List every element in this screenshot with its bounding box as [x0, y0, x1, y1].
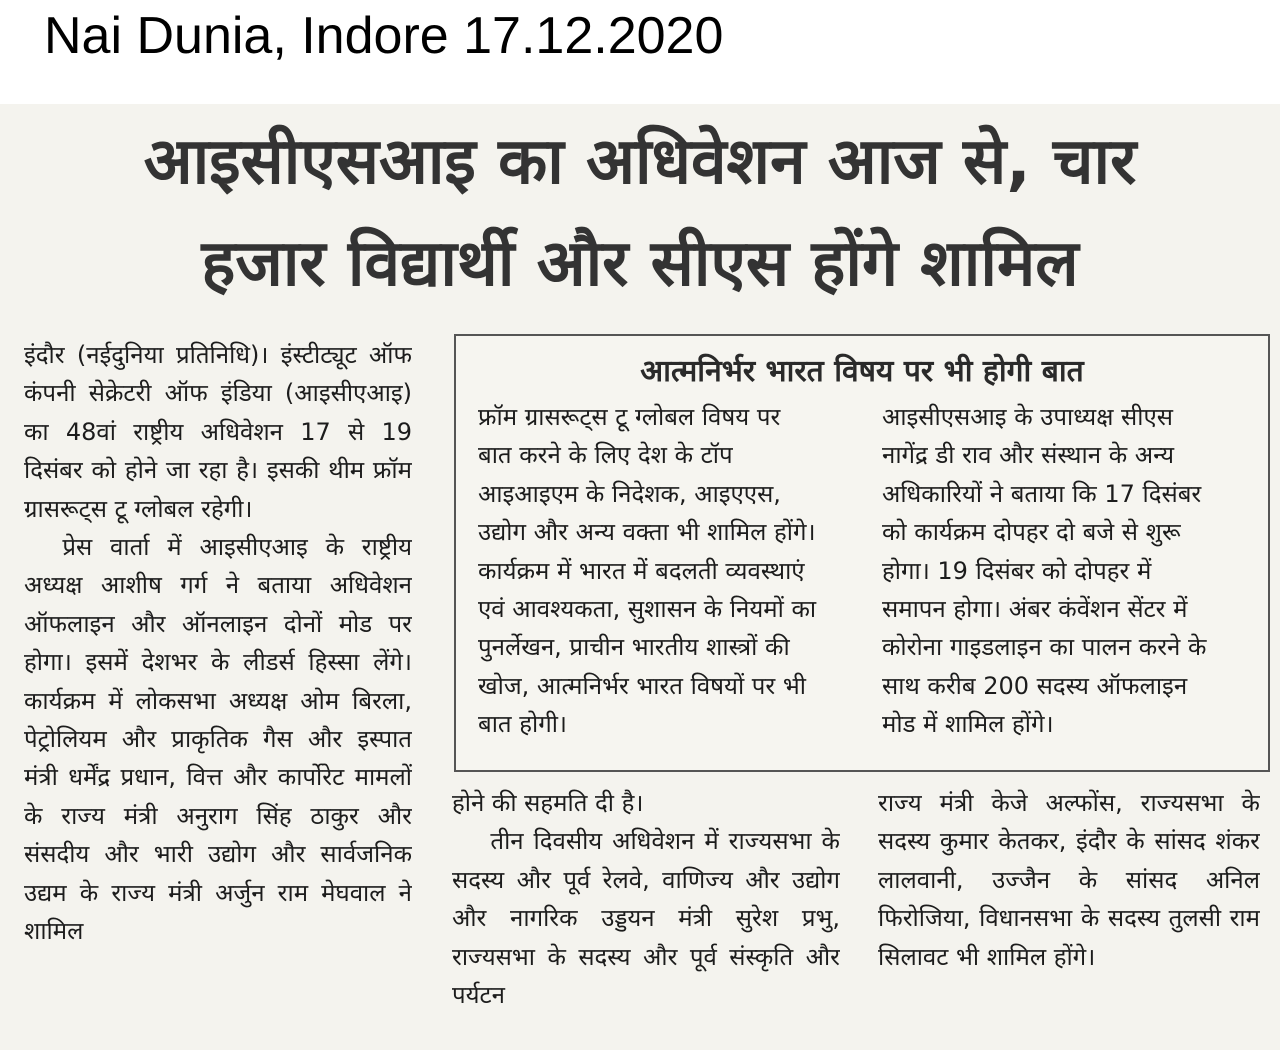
- sidebar-box-title: आत्मनिर्भर भारत विषय पर भी होगी बात: [640, 354, 1084, 389]
- left-paragraph-2: प्रेस वार्ता में आइसीएआइ के राष्ट्रीय अध्यक्ष आशीष गर्ग ने बताया अधिवेशन ऑफलाइन और ऑनलाइन दोनों मोड पर होगा। इसमें देशभर के लीडर्स हिस्सा लेंगे। कार्यक्रम में लोकसभा अध्यक्ष ओम बिरला, पेट्रोलियम और प्राकृतिक गैस और इस्पात मंत्री धर्मेंद्र प्रधान, वित्त और कार्पोरेट मामलों के राज्य मंत्री अनुराग सिंह ठाकुर और संसदीय और भारी उद्योग और सार्वजनिक उद्यम के राज्य मंत्री अर्जुन राम मेघवाल ने शामिल: [24, 533, 412, 946]
- middle-paragraph-2: तीन दिवसीय अधिवेशन में राज्यसभा के सदस्य और पूर्व रेलवे, वाणिज्य और उद्योग और नागरिक उड्डयन मंत्री सुरेश प्रभु, राज्यसभा के सदस्य और पूर्व संस्कृति और पर्यटन: [452, 827, 840, 1010]
- sidebar-box: [454, 334, 1270, 772]
- image-caption: Nai Dunia, Indore 17.12.2020: [44, 7, 724, 65]
- sidebar-box-column-1: [478, 398, 818, 744]
- right-column: [878, 784, 1260, 1036]
- left-column: [24, 336, 412, 1036]
- headline-line-2: हजार विद्यार्थी और सीएस होंगे शामिल: [201, 227, 1079, 301]
- middle-paragraph-1: होने की सहमति दी है।: [452, 789, 644, 817]
- headline-line-1: आइसीएसआइ का अधिवेशन आज से, चार: [143, 125, 1137, 199]
- right-paragraph-1: राज्य मंत्री केजे अल्फोंस, राज्यसभा के सदस्य कुमार केतकर, इंदौर के सांसद शंकर लालवानी, उज्जैन के सांसद अनिल फिरोजिया, विधानसभा के सदस्य तुलसी राम सिलावट भी शामिल होंगे।: [878, 789, 1260, 971]
- sidebar-box-paragraph-1: फ्रॉम ग्रासरूट्स टू ग्लोबल विषय पर बात करने के लिए देश के टॉप आइआइएम के निदेशक, आइएएस, उद्योग और अन्य वक्ता भी शामिल होंगे। कार्यक्रम में भारत में बदलती व्यवस्थाएं एवं आवश्यकता, सुशासन के नियमों का पुनर्लेखन, प्राचीन भारतीय शास्त्रों की खोज, आत्मनिर्भर भारत विषयों पर भी बात होगी।: [478, 403, 817, 739]
- sidebar-box-paragraph-2: आइसीएसआइ के उपाध्यक्ष सीएस नागेंद्र डी राव और संस्थान के अन्य अधिकारियों ने बताया कि 17 दिसंबर को कार्यक्रम दोपहर दो बजे से शुरू होगा। 19 दिसंबर को दोपहर में समापन होगा। अंबर कंवेंशन सेंटर में कोरोना गाइडलाइन का पालन करने के साथ करीब 200 सदस्य ऑफलाइन मोड में शामिल होंगे।: [882, 403, 1207, 739]
- middle-column: [452, 784, 840, 1036]
- sidebar-box-column-2: [882, 398, 1222, 744]
- left-paragraph-1: इंदौर (नईदुनिया प्रतिनिधि)। इंस्टीट्यूट ऑफ कंपनी सेक्रेटरी ऑफ इंडिया (आइसीएआइ) का 48वां राष्ट्रीय अधिवेशन 17 से 19 दिसंबर को होने जा रहा है। इसकी थीम फ्रॉम ग्रासरूट्स टू ग्लोबल रहेगी।: [24, 341, 412, 523]
